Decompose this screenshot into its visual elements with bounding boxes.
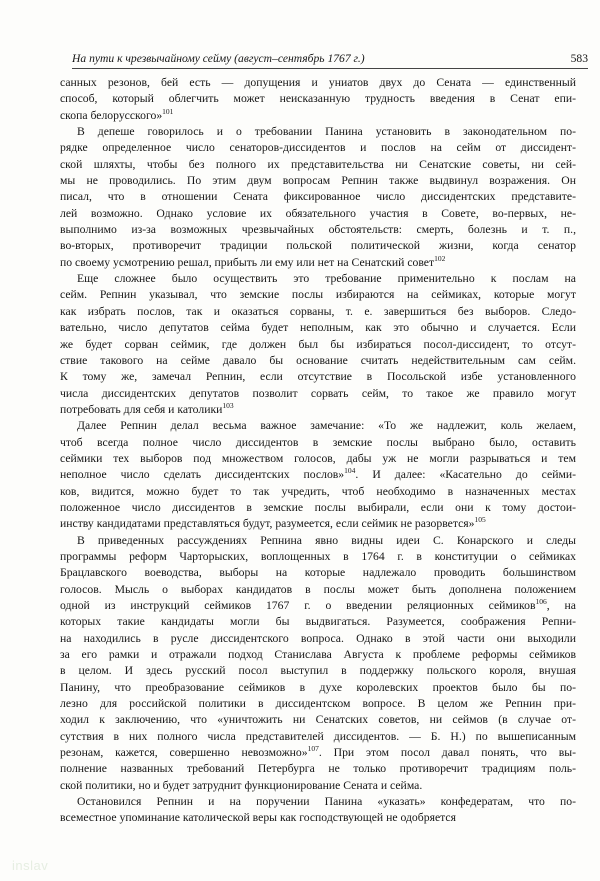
- text-line: [60, 75, 576, 91]
- line-text-after: . И далее: «Касательно до сейми-: [355, 468, 576, 482]
- text-line: [60, 173, 576, 189]
- text-line: [60, 206, 576, 222]
- line-text: Панину, что преобразование сеймиков в духе королевских проектов было бы по-: [60, 680, 576, 694]
- line-text: резонам, кажется, совершенно невозможно»: [60, 746, 308, 760]
- line-text-after: . При этом посол давал понять, что вы-: [318, 746, 576, 760]
- text-line: [60, 418, 576, 434]
- text-line: [60, 189, 576, 205]
- line-text: ствие такового на сейме давало бы основание считать недействительным сам сейм.: [60, 353, 576, 367]
- line-text-after: , на: [546, 599, 576, 612]
- line-text: К тому же, замечал Репнин, если отсутствие в Посольской избе установленного: [60, 370, 576, 384]
- text-line: [60, 238, 576, 254]
- text-line: [60, 663, 576, 679]
- text-line: [60, 729, 576, 745]
- text-line: [60, 794, 576, 810]
- text-line: [60, 91, 576, 107]
- line-text: голосов. Мысль о выборах кандидатов в послы может быть дополнена положением: [60, 582, 576, 596]
- line-text: инству кандидатами представляться будут, разумеется, если сеймик не разорвется»: [60, 517, 475, 531]
- paragraph: [60, 794, 576, 827]
- page-number: 583: [570, 52, 588, 65]
- text-line: [60, 500, 576, 516]
- text-line: [60, 402, 576, 418]
- text-line: [60, 565, 576, 581]
- footnote-marker: 106: [535, 598, 547, 607]
- text-line: [60, 598, 576, 614]
- text-line: [60, 484, 576, 500]
- line-text: вательно, число депутатов сейма будет неполным, как это обычно и случается. Если: [60, 321, 576, 335]
- footnote-marker: 103: [222, 401, 234, 410]
- line-text: сутствия в них полного числа представителей диссидентов. — Б. Н.) по вышеписанным: [60, 729, 576, 743]
- line-text: по своему усмотрению решал, прибыть ли ему или нет на Сенатский совет: [60, 255, 435, 269]
- text-line: [60, 467, 576, 483]
- line-text: писал, что в отношении Сената фиксированное число диссидентских представите-: [60, 190, 576, 204]
- line-text: на находились в русле диссидентского вопроса. Однако в этой части они выходили: [60, 631, 576, 645]
- line-text: лей возможно. Однако условие их обязательного участия в Совете, во-первых, не-: [60, 206, 576, 220]
- text-line: [60, 255, 576, 271]
- paragraph: [60, 533, 576, 795]
- line-text: способ, который облегчить может неисказанную трудность введения в Сенат епи-: [60, 92, 576, 106]
- line-text: всеместное упоминание католической веры как господствующей не одобряется: [60, 811, 456, 825]
- line-text: Остановился Репнин и на поручении Панина «указать» конфедератам, что по-: [77, 795, 576, 809]
- text-line: [60, 778, 576, 794]
- line-text: рядке определенное число сенаторов-диссидентов и послов на сейм от диссидент-: [60, 141, 576, 155]
- line-text: Брацлавского воеводства, выборы на которые надлежало проводить большинством: [60, 566, 576, 580]
- text-body: [60, 75, 576, 827]
- line-text: скопа белорусского»: [60, 108, 163, 122]
- line-text: ской шляхты, чтобы без полного их представительства ни Сенатские советы, ни сей-: [60, 157, 576, 171]
- text-line: [60, 157, 576, 173]
- line-text: как избрать послов, так и оказаться сорваны, т. е. завершиться без выборов. Следо-: [60, 304, 576, 318]
- line-text: чтоб всегда полное число диссидентов в земские послы выбрано было, оставить: [60, 435, 576, 449]
- text-line: [60, 304, 576, 320]
- running-head: [72, 46, 588, 69]
- text-line: [60, 745, 576, 761]
- text-line: [60, 533, 576, 549]
- line-text: потребовать для себя и католики: [60, 402, 223, 416]
- line-text: за его рамки и отражали подход Станислава Августа к проблеме реформы сеймиков: [60, 648, 576, 662]
- line-text: же будет сорван сеймик, где должен был бы избираться посол-диссидент, то отсут-: [60, 337, 576, 351]
- line-text: в целом. И здесь русский посол выступил в поддержку польского короля, внушая: [60, 664, 576, 678]
- line-text: полнение названных требований Петербурга не только противоречит традициям поль-: [60, 762, 576, 776]
- line-text: положенное число диссидентов в земские послы выбирали, если они к тому достои-: [60, 500, 576, 514]
- line-text: ходил к заключению, что «уничтожить ни Сенатских советов, ни сеймов (в случае от-: [60, 713, 576, 727]
- text-line: [60, 287, 576, 303]
- text-line: [60, 337, 576, 353]
- line-text: В депеше говорилось и о требовании Панина установить в законодательном по-: [77, 125, 576, 139]
- text-line: [60, 222, 576, 238]
- footnote-marker: 101: [162, 107, 174, 116]
- text-line: [60, 680, 576, 696]
- line-text: сеймики тех выборов под множеством голосов, дабы уж не могли разрываться и тем: [60, 451, 576, 465]
- text-line: [60, 582, 576, 598]
- line-text: санных резонов, бей есть — допущения и униатов двух до Сената — единственный: [60, 76, 576, 89]
- line-text: во-вторых, противоречит традиции польской политической жизни, когда сенатор: [60, 239, 576, 253]
- line-text: лезно для российской политики в диссидентском вопросе. В целом же Репнин при-: [60, 697, 576, 711]
- line-text: Далее Репнин делал весьма важное замечание: «То же надлежит, коль желаем,: [77, 419, 576, 433]
- text-line: [60, 140, 576, 156]
- text-line: [60, 696, 576, 712]
- watermark: inslav: [12, 858, 49, 873]
- footnote-marker: 105: [474, 516, 486, 525]
- line-text: программы реформ Чарторыских, воплощенных в 1764 г. в конституции о сеймиках: [60, 549, 576, 563]
- line-text: выполнимо из-за возможных чрезвычайных обстоятельств: смерть, болезнь и т. п.,: [60, 223, 576, 237]
- text-line: [60, 124, 576, 140]
- text-line: [60, 271, 576, 287]
- text-line: [60, 631, 576, 647]
- text-line: [60, 810, 576, 826]
- text-line: [60, 369, 576, 385]
- text-line: [60, 108, 576, 124]
- text-line: [60, 614, 576, 630]
- text-line: [60, 435, 576, 451]
- text-line: [60, 353, 576, 369]
- running-title: На пути к чрезвычайному сейму (август–сентябрь 1767 г.): [72, 52, 365, 65]
- text-line: [60, 320, 576, 336]
- line-text: мы не проводились. По этим двум вопросам Репнин также выдвинул возражения. Он: [60, 174, 576, 188]
- paragraph: [60, 418, 576, 532]
- text-line: [60, 761, 576, 777]
- text-line: [60, 451, 576, 467]
- paragraph: [60, 75, 576, 124]
- paragraph: [60, 271, 576, 418]
- line-text: ской политики, но и будет затруднит функционирование Сената и сейма.: [60, 778, 423, 792]
- line-text: числа диссидентских депутатов позволит сорвать сейм, то такое же правило могут: [60, 386, 576, 400]
- footnote-marker: 102: [434, 254, 446, 263]
- line-text: неполное число сделать диссидентских послов»: [60, 468, 345, 482]
- footnote-marker: 107: [307, 745, 319, 754]
- line-text: сейм. Репнин указывал, что земские послы избираются на сеймиках, которые могут: [60, 288, 576, 302]
- line-text: ков, видится, можно будет то так учредить, чтоб необходимо в назначенных местах: [60, 484, 576, 498]
- line-text: одной из инструкций сеймиков 1767 г. о введении реляционных сеймиков: [60, 599, 536, 612]
- text-line: [60, 516, 576, 532]
- line-text: В приведенных рассуждениях Репнина явно видны идеи С. Конарского и следы: [77, 533, 576, 547]
- footnote-marker: 104: [344, 467, 356, 476]
- paragraph: [60, 124, 576, 271]
- text-line: [60, 647, 576, 663]
- line-text: Еще сложнее было осуществить это требование применительно к послам на: [77, 272, 576, 286]
- text-line: [60, 712, 576, 728]
- line-text: которых такие кандидаты могли бы выдвигаться. Разумеется, соображения Репни-: [60, 615, 576, 629]
- text-line: [60, 549, 576, 565]
- text-line: [60, 386, 576, 402]
